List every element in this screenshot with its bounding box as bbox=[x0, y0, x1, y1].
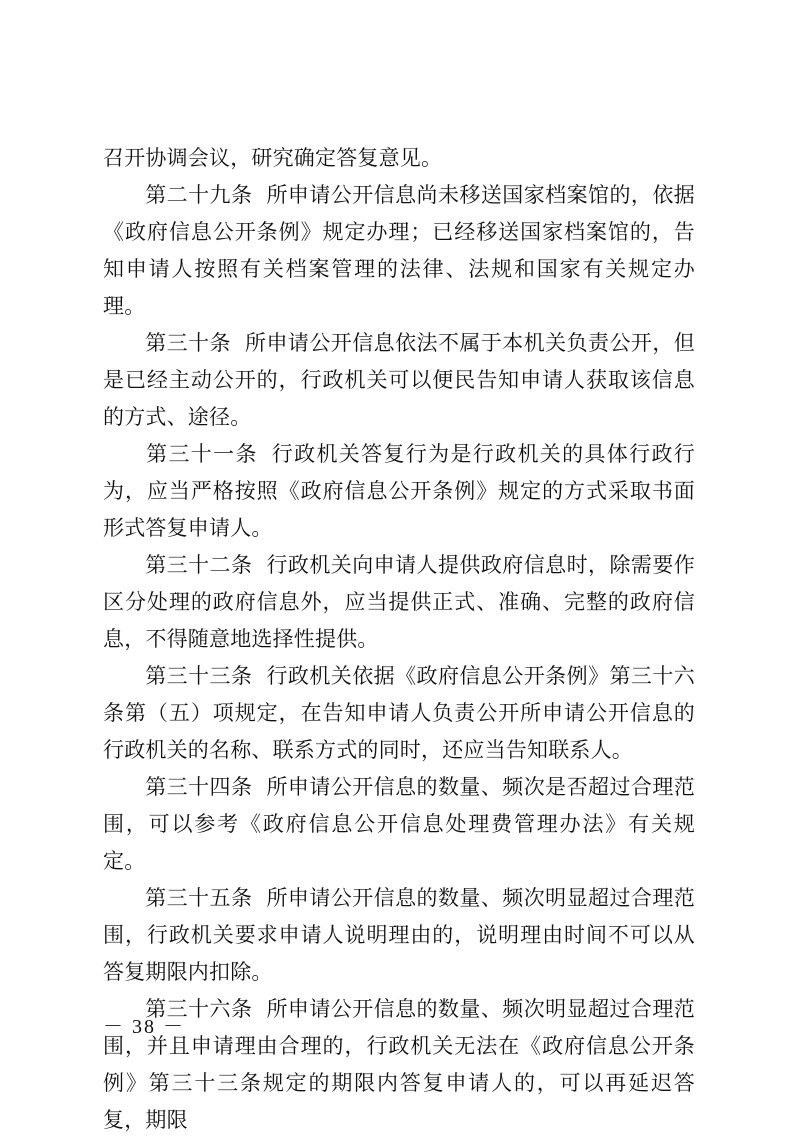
article-35 bbox=[103, 880, 695, 991]
article-text: 行政机关依据《政府信息公开条例》第三十六条第（五）项规定，在告知申请人负责公开所申请公开信息的行政机关的名称、联系方式的同时，还应当告知联系人。 bbox=[103, 664, 696, 762]
article-33 bbox=[103, 658, 695, 769]
article-30 bbox=[103, 325, 695, 436]
article-number: 第三十四条 bbox=[145, 775, 253, 799]
article-text: 召开协调会议，研究确定答复意见。 bbox=[103, 146, 443, 170]
article-number: 第三十条 bbox=[145, 331, 231, 355]
article-text: 所申请公开信息的数量、频次是否超过合理范围，可以参考《政府信息公开信息处理费管理办法》有关规定。 bbox=[103, 775, 696, 873]
article-text: 所申请公开信息尚未移送国家档案馆的，依据《政府信息公开条例》规定办理；已经移送国家档案馆的，告知申请人按照有关档案管理的法律、法规和国家有关规定办理。 bbox=[103, 183, 696, 318]
article-number: 第三十五条 bbox=[145, 886, 253, 910]
article-36 bbox=[103, 991, 695, 1139]
article-text: 所申请公开信息的数量、频次明显超过合理范围，并且申请理由合理的，行政机关无法在《政府信息公开条例》第三十三条规定的期限内答复申请人的，可以再延迟答复，期限 bbox=[103, 997, 696, 1132]
article-32 bbox=[103, 547, 695, 658]
page-number: － 38 － bbox=[103, 1016, 185, 1038]
article-text: 所申请公开信息依法不属于本机关负责公开，但是已经主动公开的，行政机关可以便民告知申请人获取该信息的方式、途径。 bbox=[103, 331, 695, 429]
article-number: 第三十六条 bbox=[145, 997, 253, 1021]
article-31 bbox=[103, 436, 695, 547]
article-29 bbox=[103, 177, 695, 325]
article-text: 行政机关向申请人提供政府信息时，除需要作区分处理的政府信息外，应当提供正式、准确、完整的政府信息，不得随意地选择性提供。 bbox=[103, 553, 696, 651]
article-number: 第三十二条 bbox=[145, 553, 253, 577]
article-number: 第三十一条 bbox=[145, 442, 258, 466]
body-text bbox=[103, 140, 695, 1139]
article-number: 第三十三条 bbox=[145, 664, 253, 688]
paragraph-continuation bbox=[103, 140, 695, 177]
article-text: 行政机关答复行为是行政机关的具体行政行为，应当严格按照《政府信息公开条例》规定的方式采取书面形式答复申请人。 bbox=[103, 442, 695, 540]
article-34 bbox=[103, 769, 695, 880]
article-number: 第二十九条 bbox=[145, 183, 253, 207]
article-text: 所申请公开信息的数量、频次明显超过合理范围，行政机关要求申请人说明理由的，说明理由时间不可以从答复期限内扣除。 bbox=[103, 886, 696, 984]
